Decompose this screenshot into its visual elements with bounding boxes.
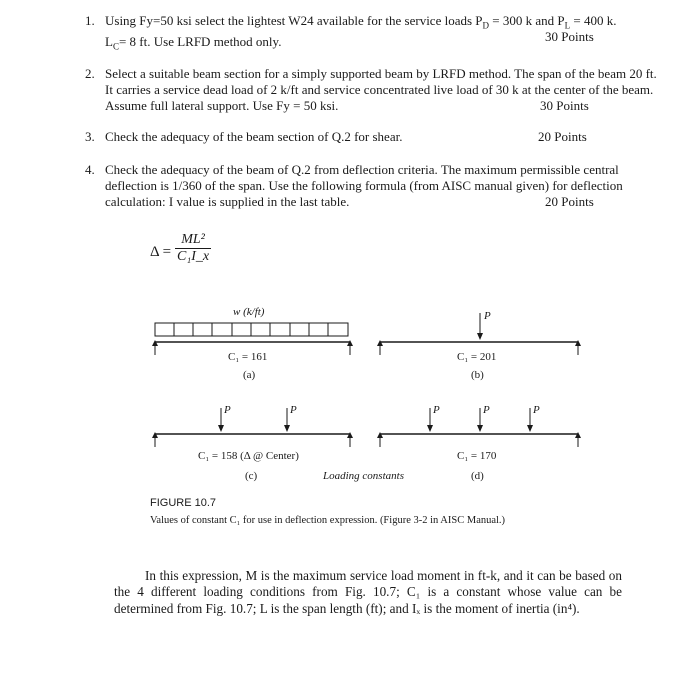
loading-constants-label: Loading constants bbox=[323, 470, 404, 482]
label-a: (a) bbox=[243, 369, 256, 381]
question-number: 1. bbox=[85, 13, 95, 28]
question-text: Using Fy=50 ksi select the lightest W24 available for the service loads $P_D = 300$ k and $P_L = 400$ k. $L_C= 8$ ft. Use LRFD method only. bbox=[105, 13, 617, 52]
c1-b-value: C₁ = 201 bbox=[457, 351, 497, 363]
formula-numerator: ML² bbox=[181, 232, 205, 247]
formula-lhs: Δ = bbox=[150, 244, 172, 260]
question-1-points: 30 Points bbox=[545, 29, 594, 44]
question-3-points: 20 Points bbox=[538, 129, 587, 144]
diagram-c bbox=[155, 408, 350, 447]
label-c: (c) bbox=[245, 470, 258, 482]
figure-caption: Values of constant C₁ for use in deflection expression. (Figure 3-2 in AISC Manual.) bbox=[150, 515, 506, 526]
question-text: Check the adequacy of the beam of Q.2 from deflection criteria. The maximum permissible central deflection is 1/360 of the span. Use the following formula (from AISC manual given) for deflection calculation: I value is supplied in the last table. bbox=[105, 162, 623, 209]
c1-a-value: C₁ = 161 bbox=[228, 351, 268, 363]
uniform-load-label: w (k/ft) bbox=[233, 306, 265, 318]
question-text: Check the adequacy of the beam section of Q.2 for shear. bbox=[105, 129, 403, 144]
figure-title: FIGURE 10.7 bbox=[150, 497, 217, 509]
point-load-label-d3: P bbox=[533, 404, 540, 416]
question-number: 4. bbox=[85, 162, 95, 177]
point-load-label-c1: P bbox=[224, 404, 231, 416]
formula-denominator: C₁I_x bbox=[177, 249, 210, 264]
point-load-label-d1: P bbox=[433, 404, 440, 416]
label-d: (d) bbox=[471, 470, 484, 482]
point-load-label-b: P bbox=[484, 310, 491, 322]
question-2-points: 30 Points bbox=[540, 98, 589, 113]
question-number: 2. bbox=[85, 66, 95, 81]
point-load-label-c2: P bbox=[290, 404, 297, 416]
explanation-paragraph: In this expression, M is the maximum service load moment in ft-k, and it can be based on the 4 different loading conditions from Fig. 10.7; C₁ is a constant whose value can be determined from Fig. 10.7; L is the span length (ft); and Iₓ is the moment of inertia (in⁴). bbox=[114, 568, 622, 616]
label-b: (b) bbox=[471, 369, 484, 381]
c1-c-value: C₁ = 158 (Δ @ Center) bbox=[198, 450, 299, 462]
question-text: Select a suitable beam section for a simply supported beam by LRFD method. The span of the beam 20 ft. It carries a service dead load of 2 k/ft and service concentrated live load of 30 k at the center of the beam. Assume full lateral support. Use Fy = 50 ksi. bbox=[105, 66, 657, 113]
question-4-points: 20 Points bbox=[545, 194, 594, 209]
point-load-label-d2: P bbox=[483, 404, 490, 416]
question-number: 3. bbox=[85, 129, 95, 144]
c1-d-value: C₁ = 170 bbox=[457, 450, 497, 462]
